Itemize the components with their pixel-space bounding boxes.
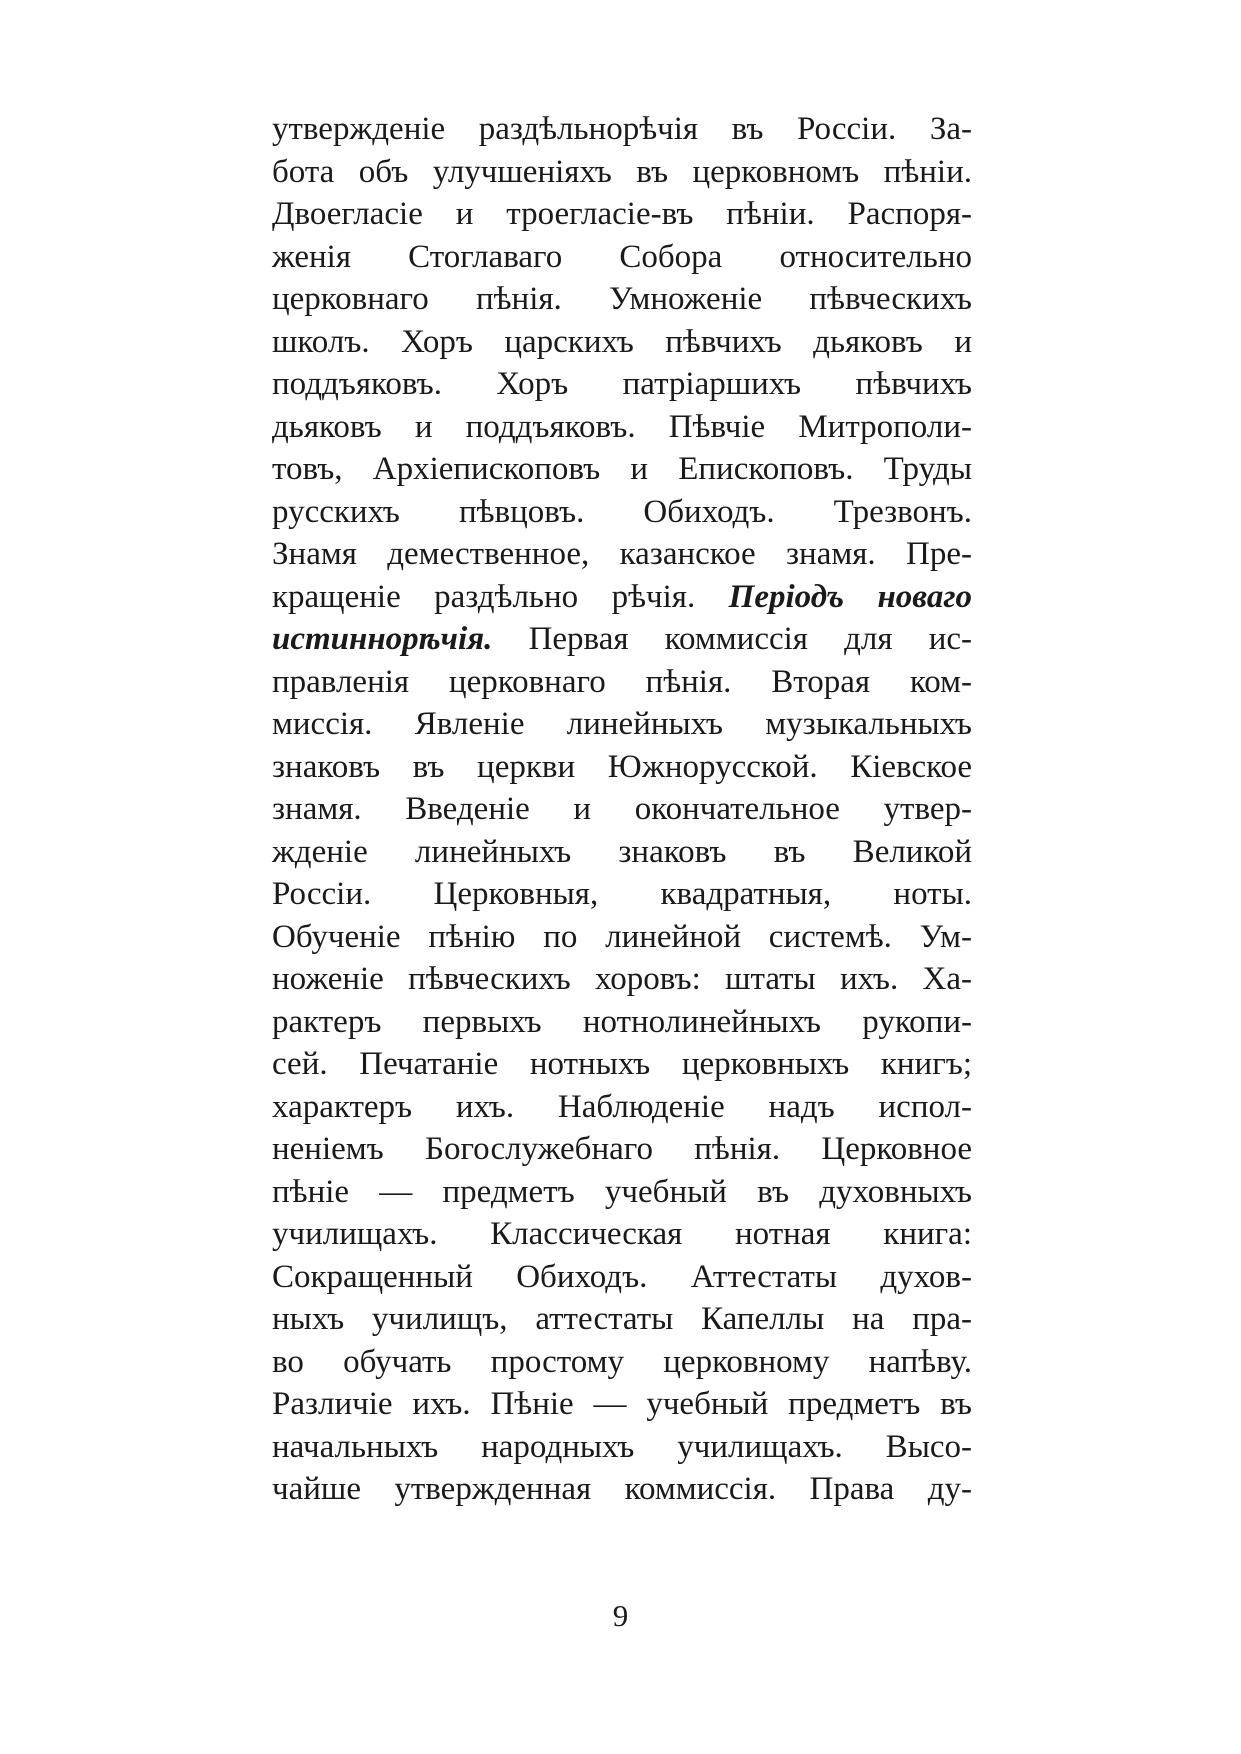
text-line [272,576,972,619]
text-line [272,618,972,661]
text-segment: Знамя демественное, казанское знамя. Пре- [272,536,972,572]
text-line [272,661,972,704]
text-segment: Различіе ихъ. Пѣніе — учебный предметъ въ [272,1386,972,1422]
text-line [272,788,972,831]
text-segment: утвержденіе раздѣльнорѣчія въ Россіи. За- [272,111,972,147]
text-segment: рактеръ первыхъ нотнолинейныхъ рукопи- [272,1003,972,1040]
text-segment: бота объ улучшеніяхъ въ церковномъ пѣніи. [272,153,972,190]
italic-heading-segment: Періодъ новаго [728,578,972,615]
text-segment: школъ. Хоръ царскихъ пѣвчихъ дьяковъ и [272,323,972,360]
text-segment: Двоегласіе и троегласіе-въ пѣніи. Распоря- [272,196,972,232]
text-line [272,1086,972,1129]
text-line [272,363,972,406]
text-line [272,448,972,491]
text-segment: неніемъ Богослужебнаго пѣнія. Церковное [272,1131,972,1167]
text-line [272,1426,972,1469]
text-line [272,491,972,534]
text-line [272,533,972,576]
text-segment: начальныхъ народныхъ училищахъ. Высо- [272,1428,972,1465]
text-line [272,1213,972,1256]
text-line [272,236,972,279]
text-segment: Сокращенный Обиходъ. Аттестаты духов- [272,1258,972,1295]
text-segment: училищахъ. Классическая нотная книга: [272,1216,972,1252]
text-segment: церковнаго пѣнія. Умноженіе пѣвческихъ [272,281,972,317]
text-segment: правленія церковнаго пѣнія. Вторая ком- [272,663,972,700]
text-segment: знаковъ въ церкви Южнорусской. Кіевское [272,748,972,785]
text-segment: товъ, Архіепископовъ и Епископовъ. Труды [272,451,972,487]
text-line [272,916,972,959]
text-segment: ныхъ училищъ, аттестаты Капеллы на пра- [272,1301,972,1337]
text-line [272,1341,972,1384]
page-number: 9 [612,1598,629,1633]
text-line [272,1256,972,1299]
text-line [272,193,972,236]
text-line [272,958,972,1001]
text-line [272,746,972,789]
text-line [272,1001,972,1044]
text-line [272,1383,972,1426]
text-line [272,1468,972,1511]
text-line [272,1128,972,1171]
text-line [272,703,972,746]
text-segment: Первая коммиссія для ис- [492,621,972,657]
italic-heading-segment: истиннорѣчія. [272,621,493,657]
text-segment: русскихъ пѣвцовъ. Обиходъ. Трезвонъ. [272,493,972,530]
text-line [272,108,972,151]
text-line [272,278,972,321]
text-segment: Обученіе пѣнію по линейной системѣ. Ум- [272,918,972,955]
text-line [272,1171,972,1214]
text-line [272,406,972,449]
text-segment: жденіе линейныхъ знаковъ въ Великой [272,833,972,870]
text-segment: женія Стоглаваго Собора относительно [272,238,972,275]
text-segment: во обучать простому церковному напѣву. [272,1343,972,1380]
text-line [272,1298,972,1341]
text-segment: чайше утвержденная коммиссія. Права ду- [272,1471,972,1507]
text-segment: знамя. Введеніе и окончательное утвер- [272,791,972,827]
text-line [272,873,972,916]
text-segment: поддъяковъ. Хоръ патріаршихъ пѣвчихъ [272,366,972,402]
text-line [272,831,972,874]
text-line [272,151,972,194]
body-text [272,108,972,1511]
text-segment: пѣніе — предметъ учебный въ духовныхъ [272,1173,972,1210]
text-line [272,321,972,364]
text-segment: ноженіе пѣвческихъ хоровъ: штаты ихъ. Ха- [272,961,972,997]
text-segment: дьяковъ и поддъяковъ. Пѣвчіе Митрополи- [272,408,972,445]
text-segment: Россіи. Церковныя, квадратныя, ноты. [272,876,972,912]
text-segment: миссія. Явленіе линейныхъ музыкальныхъ [272,706,972,742]
text-line [272,1043,972,1086]
text-segment: характеръ ихъ. Наблюденіе надъ испол- [272,1088,972,1125]
text-segment: сей. Печатаніе нотныхъ церковныхъ книгъ; [272,1046,972,1082]
text-segment: кращеніе раздѣльно рѣчія. [272,578,729,615]
